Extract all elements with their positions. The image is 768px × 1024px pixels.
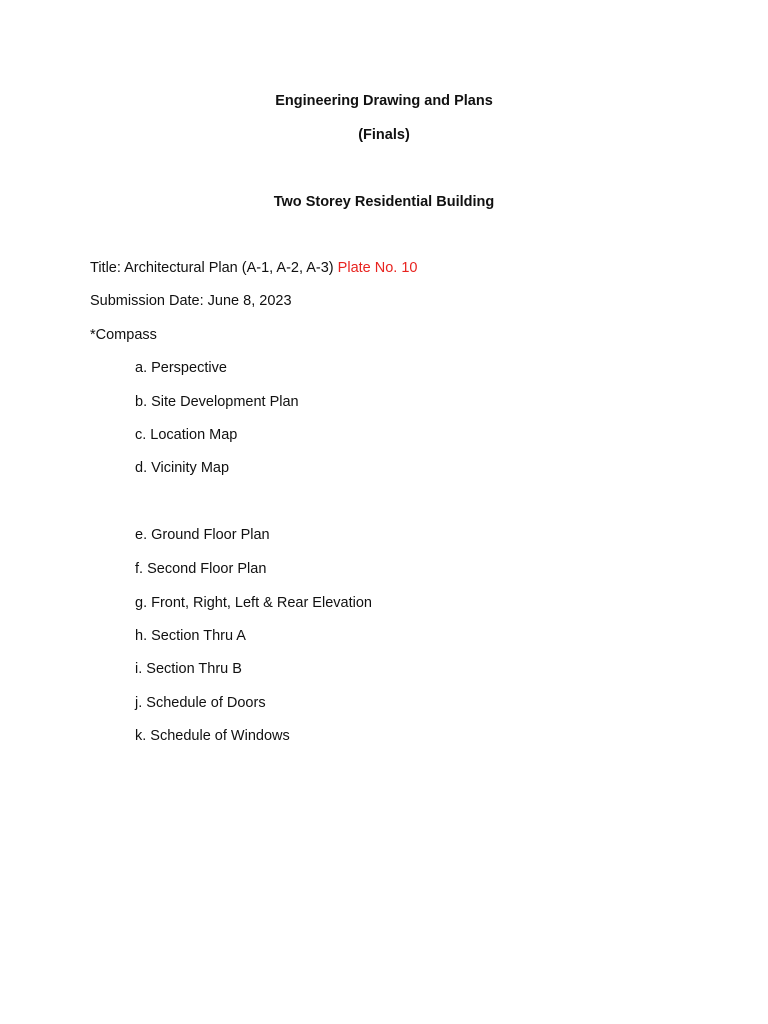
list-item: a. Perspective bbox=[135, 360, 227, 376]
plate-number: Plate No. 10 bbox=[337, 260, 418, 276]
list-item: h. Section Thru A bbox=[135, 628, 246, 644]
list-item: g. Front, Right, Left & Rear Elevation bbox=[135, 595, 372, 611]
list-item: f. Second Floor Plan bbox=[135, 561, 267, 577]
term-heading: (Finals) bbox=[358, 127, 410, 143]
list-item: b. Site Development Plan bbox=[135, 394, 299, 410]
course-heading: Engineering Drawing and Plans bbox=[275, 93, 493, 109]
list-item: c. Location Map bbox=[135, 427, 238, 443]
list-item: j. Schedule of Doors bbox=[135, 695, 266, 711]
submission-date: Submission Date: June 8, 2023 bbox=[90, 293, 292, 309]
project-heading: Two Storey Residential Building bbox=[273, 194, 495, 210]
list-item: i. Section Thru B bbox=[135, 661, 242, 677]
list-item: d. Vicinity Map bbox=[135, 460, 230, 476]
list-item: e. Ground Floor Plan bbox=[135, 527, 270, 543]
title-line bbox=[90, 258, 417, 278]
title-label: Title: Architectural Plan (A-1, A-2, A-3) bbox=[90, 260, 334, 276]
compass-note: *Compass bbox=[90, 327, 157, 343]
list-item: k. Schedule of Windows bbox=[135, 728, 290, 744]
